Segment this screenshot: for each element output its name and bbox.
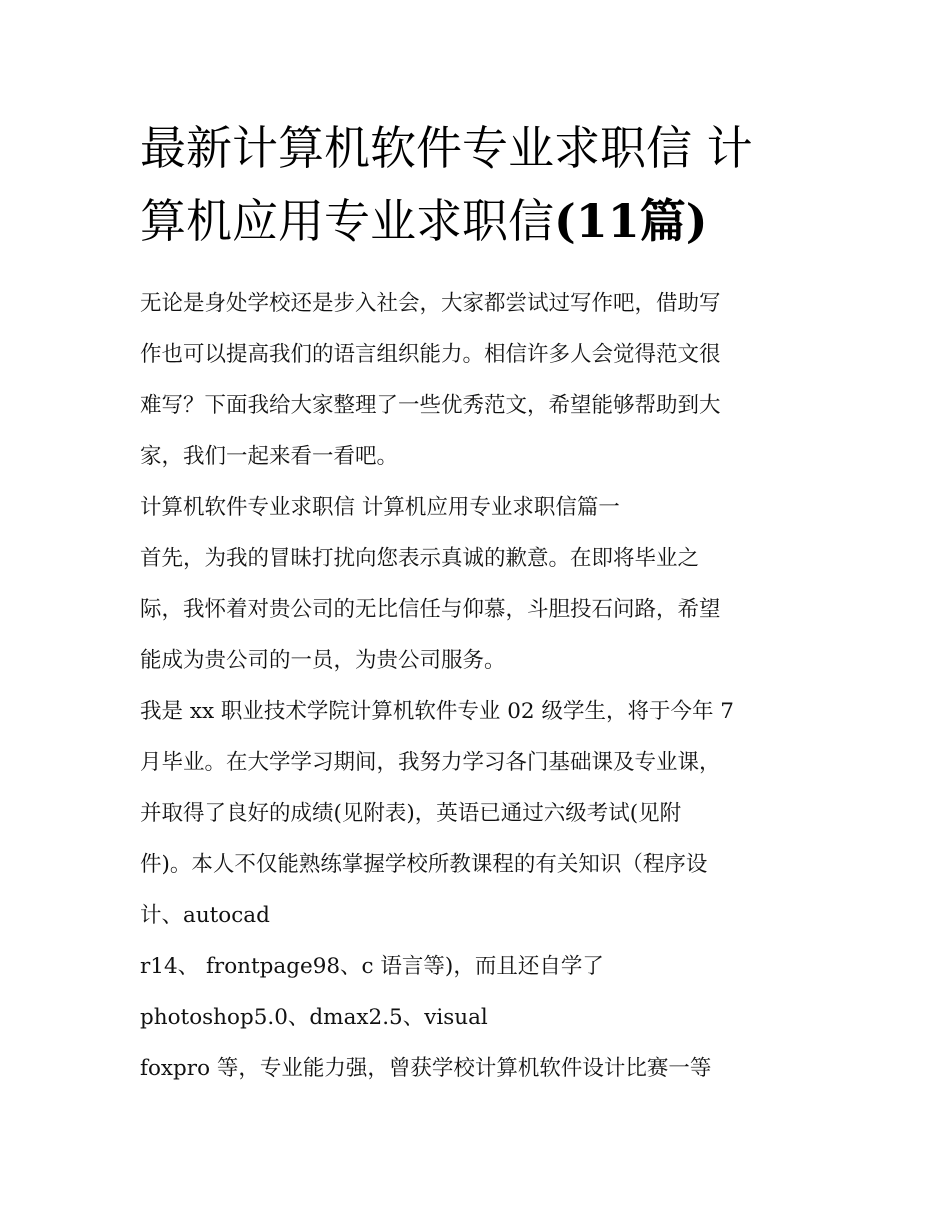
body-line: 际，我怀着对贵公司的无比信任与仰慕，斗胆投石问路，希望 [140, 597, 721, 622]
body-line: r14、 frontpage98、c 语言等)，而且还自学了 [140, 954, 604, 979]
body-line: photoshop5.0、dmax2.5、visual [140, 1005, 488, 1030]
body-line: 计、autocad [140, 903, 270, 928]
title-line-1: 最新计算机软件专业求职信 计 [140, 121, 753, 175]
document-title [140, 112, 820, 258]
body-line: 首先，为我的冒昧打扰向您表示真诚的歉意。在即将毕业之 [140, 546, 700, 571]
title-count: (11篇) [554, 194, 708, 248]
body-line: 作也可以提高我们的语言组织能力。相信许多人会觉得范文很 [140, 342, 721, 367]
body-line: 件)。本人不仅能熟练掌握学校所教课程的有关知识（程序设 [140, 852, 708, 877]
document-body [140, 278, 820, 1094]
body-line: 并取得了良好的成绩(见附表)，英语已通过六级考试(见附 [140, 801, 682, 826]
body-line: 我是 xx 职业技术学院计算机软件专业 02 级学生，将于今年 7 [140, 699, 734, 724]
body-line: 月毕业。在大学学习期间，我努力学习各门基础课及专业课， [140, 750, 721, 775]
body-line: 家，我们一起来看一看吧。 [140, 444, 399, 469]
section-heading: 计算机软件专业求职信 计算机应用专业求职信篇一 [140, 495, 620, 520]
title-line-2-text: 算机应用专业求职信 [140, 194, 554, 248]
title-line-2 [140, 185, 820, 258]
body-line: 能成为贵公司的一员，为贵公司服务。 [140, 648, 506, 673]
body-line: 无论是身处学校还是步入社会，大家都尝试过写作吧，借助写 [140, 291, 721, 316]
body-line: foxpro 等，专业能力强，曾获学校计算机软件设计比赛一等 [140, 1056, 712, 1081]
body-line: 难写？下面我给大家整理了一些优秀范文，希望能够帮助到大 [140, 393, 721, 418]
